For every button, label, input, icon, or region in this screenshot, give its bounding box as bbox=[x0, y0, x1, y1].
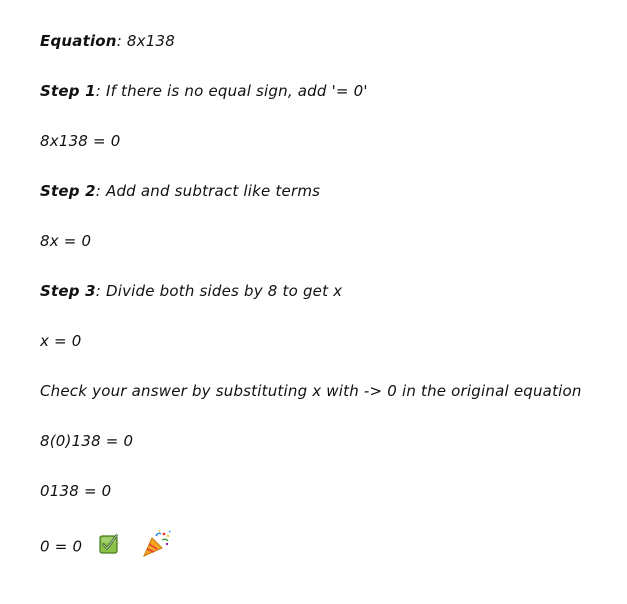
equation-label: Equation bbox=[40, 32, 117, 50]
equation-line bbox=[40, 30, 175, 52]
substitution-2: 0138 = 0 bbox=[40, 482, 112, 500]
expression-3: x = 0 bbox=[40, 332, 82, 350]
step-3-line bbox=[40, 280, 342, 302]
expression-1: 8x138 = 0 bbox=[40, 132, 121, 150]
substitution-1: 8(0)138 = 0 bbox=[40, 432, 134, 450]
expression-2: 8x = 0 bbox=[40, 232, 92, 250]
step-1-label: Step 1 bbox=[40, 82, 96, 100]
equation-sep: : bbox=[116, 32, 122, 50]
step-2-line bbox=[40, 180, 320, 202]
step-2-text: Add and subtract like terms bbox=[101, 182, 321, 200]
step-1-sep: : bbox=[95, 82, 102, 100]
final-line bbox=[40, 530, 172, 564]
check-answer-text: Check your answer by substituting x with -> 0 in the original equation bbox=[40, 382, 582, 400]
step-1-text: If there is no equal sign, add '= 0' bbox=[101, 82, 368, 100]
step-3-text: Divide both sides by 8 to get x bbox=[101, 282, 343, 300]
party-popper-icon bbox=[136, 530, 172, 564]
step-2-sep: : bbox=[95, 182, 102, 200]
step-2-label: Step 2 bbox=[40, 182, 96, 200]
equation-value: 8x138 bbox=[121, 32, 175, 50]
step-3-label: Step 3 bbox=[40, 282, 96, 300]
step-3-sep: : bbox=[95, 282, 102, 300]
check-mark-box-icon bbox=[99, 534, 119, 560]
step-1-line bbox=[40, 80, 368, 102]
final-expression: 0 = 0 bbox=[40, 537, 83, 556]
